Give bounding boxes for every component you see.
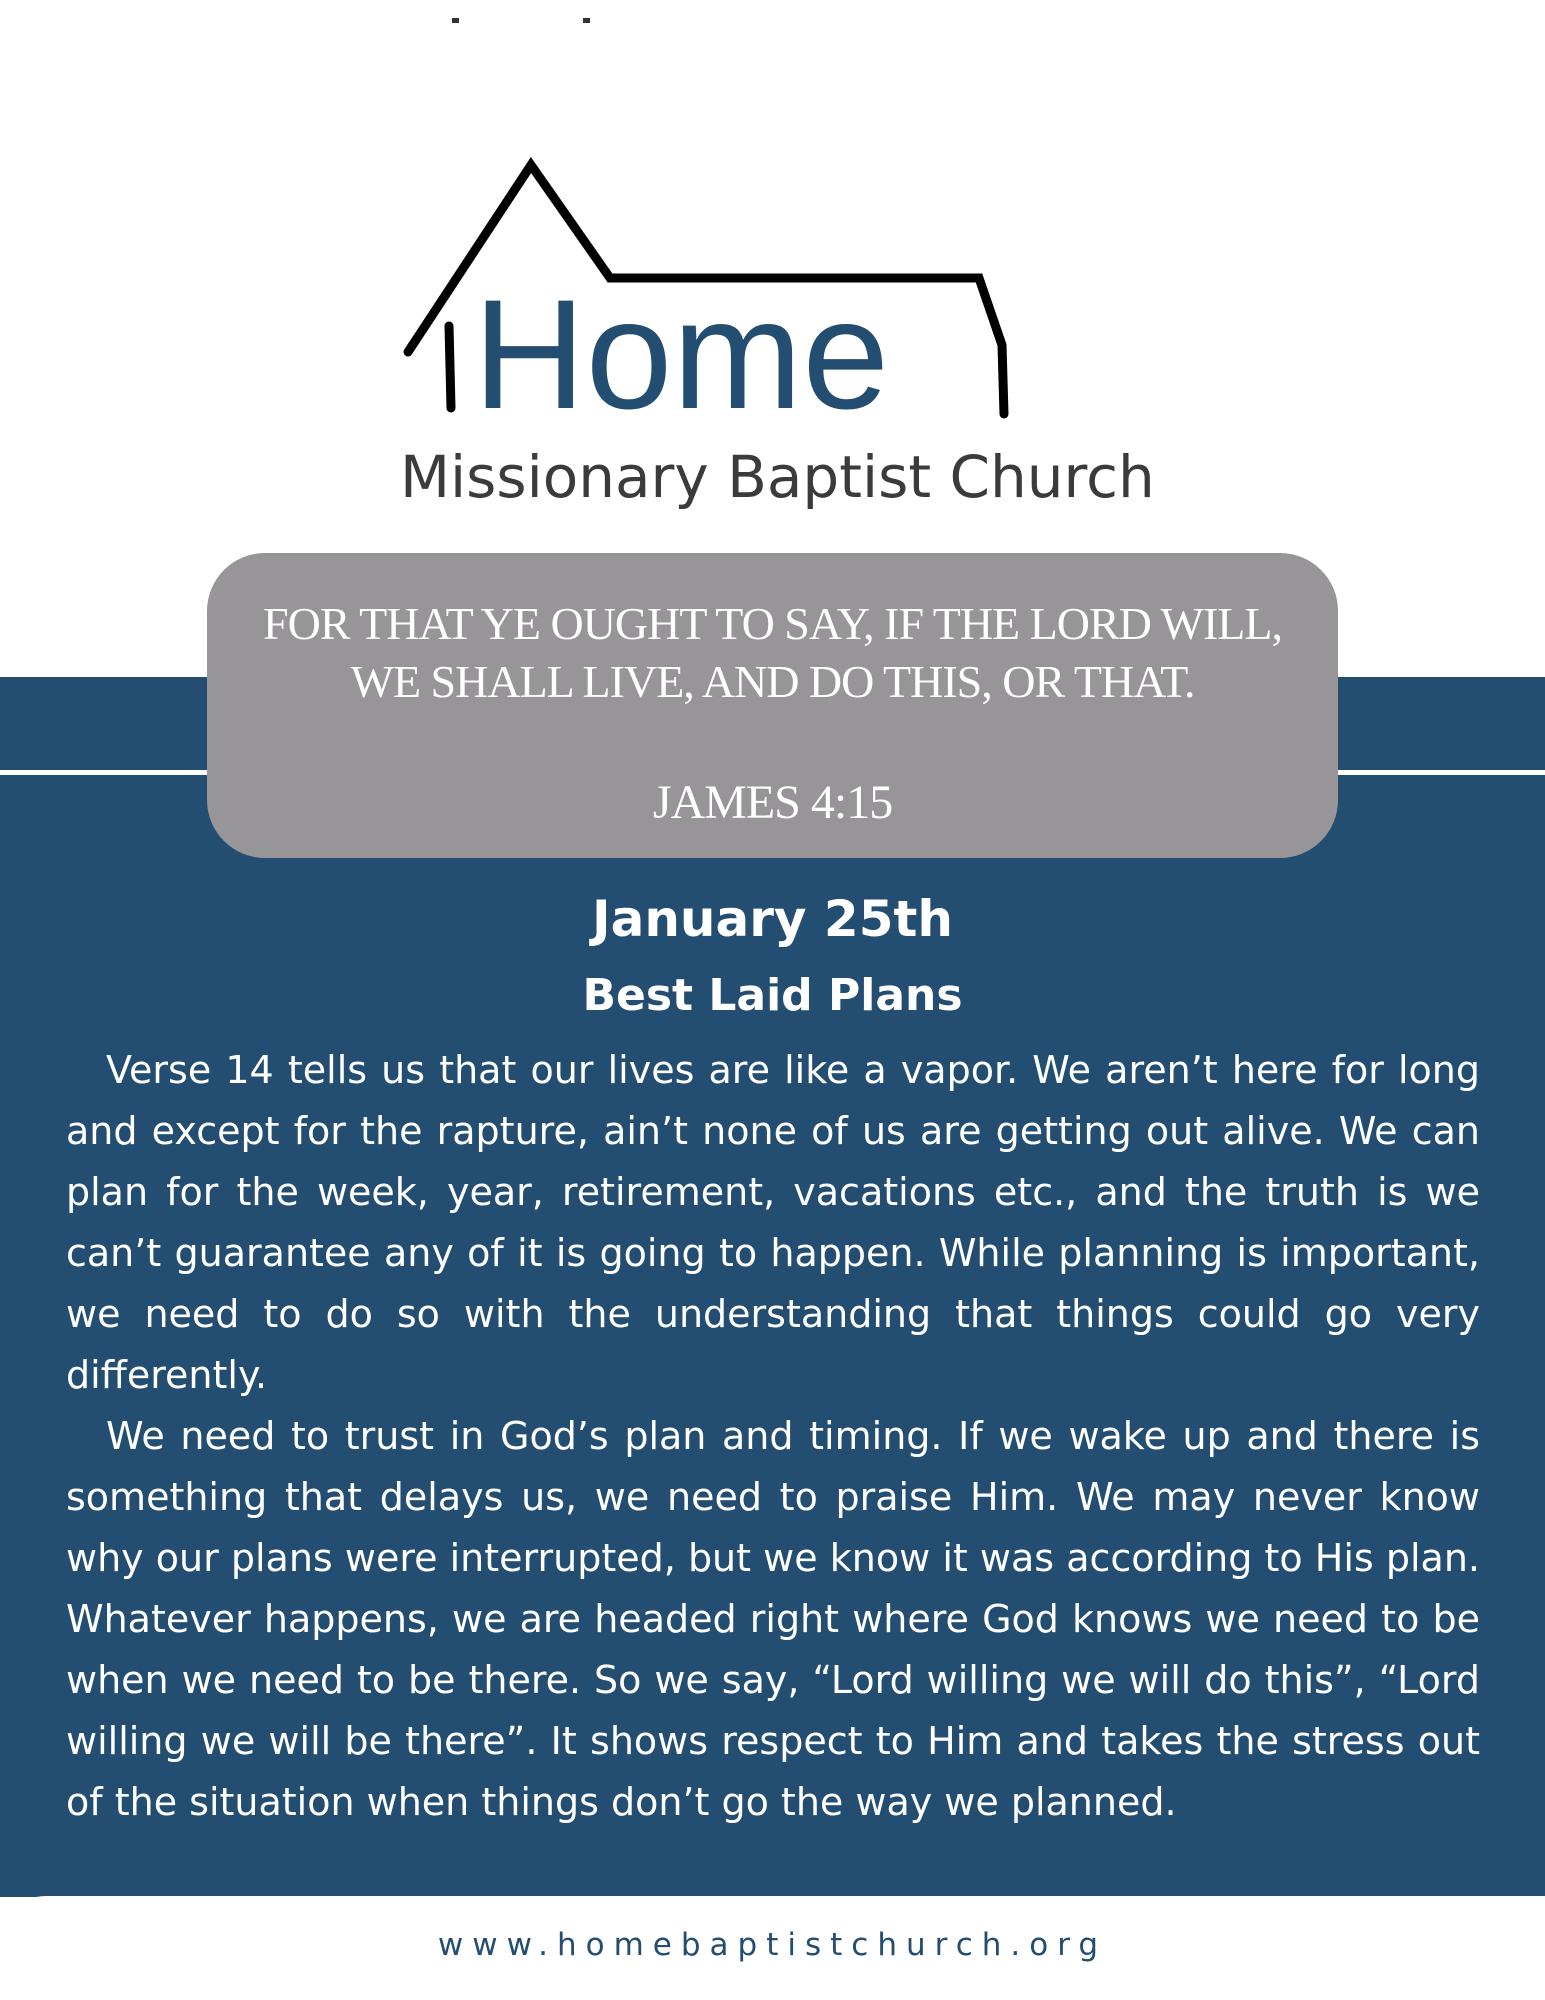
body-paragraph-2: We need to trust in God’s plan and timing. If we wake up and there is something that delays us, we need to praise Him. We may never know why our plans were interrupted, but we know it was according to His plan. Whatever happens, we are headed right where God knows we need to be when we need to be there. So we say, “Lord willing we will do this”, “Lord willing we will be there”. It shows respect to Him and takes the stress out of the situation when things don’t go the way we planned. <box>66 1414 1480 1824</box>
devotional-title: Best Laid Plans <box>582 970 963 1021</box>
house-left-wall-icon <box>449 326 451 408</box>
devotional-body <box>66 1040 1480 1833</box>
church-logo <box>0 0 1545 530</box>
footer-url[interactable]: www.homebaptistchurch.org <box>437 1927 1108 1963</box>
body-paragraph-1: Verse 14 tells us that our lives are like a vapor. We aren’t here for long and except for the rapture, ain’t none of us are getting out alive. We can plan for the week, year, retirement, vacations etc., and the truth is we can’t guarantee any of it is going to happen. While planning is important, we need to do so with the understanding that things could go very differently. <box>66 1048 1480 1397</box>
logo-wordmark: Home <box>473 268 890 442</box>
devotional-date: January 25th <box>591 890 953 948</box>
verse-box <box>207 553 1338 858</box>
verse-text: FOR THAT YE OUGHT TO SAY, IF THE LORD WILL, WE SHALL LIVE, AND DO THIS, OR THAT. <box>263 598 1282 707</box>
verse-reference: JAMES 4:15 <box>652 776 893 829</box>
logo-subtitle: Missionary Baptist Church <box>400 443 1155 511</box>
